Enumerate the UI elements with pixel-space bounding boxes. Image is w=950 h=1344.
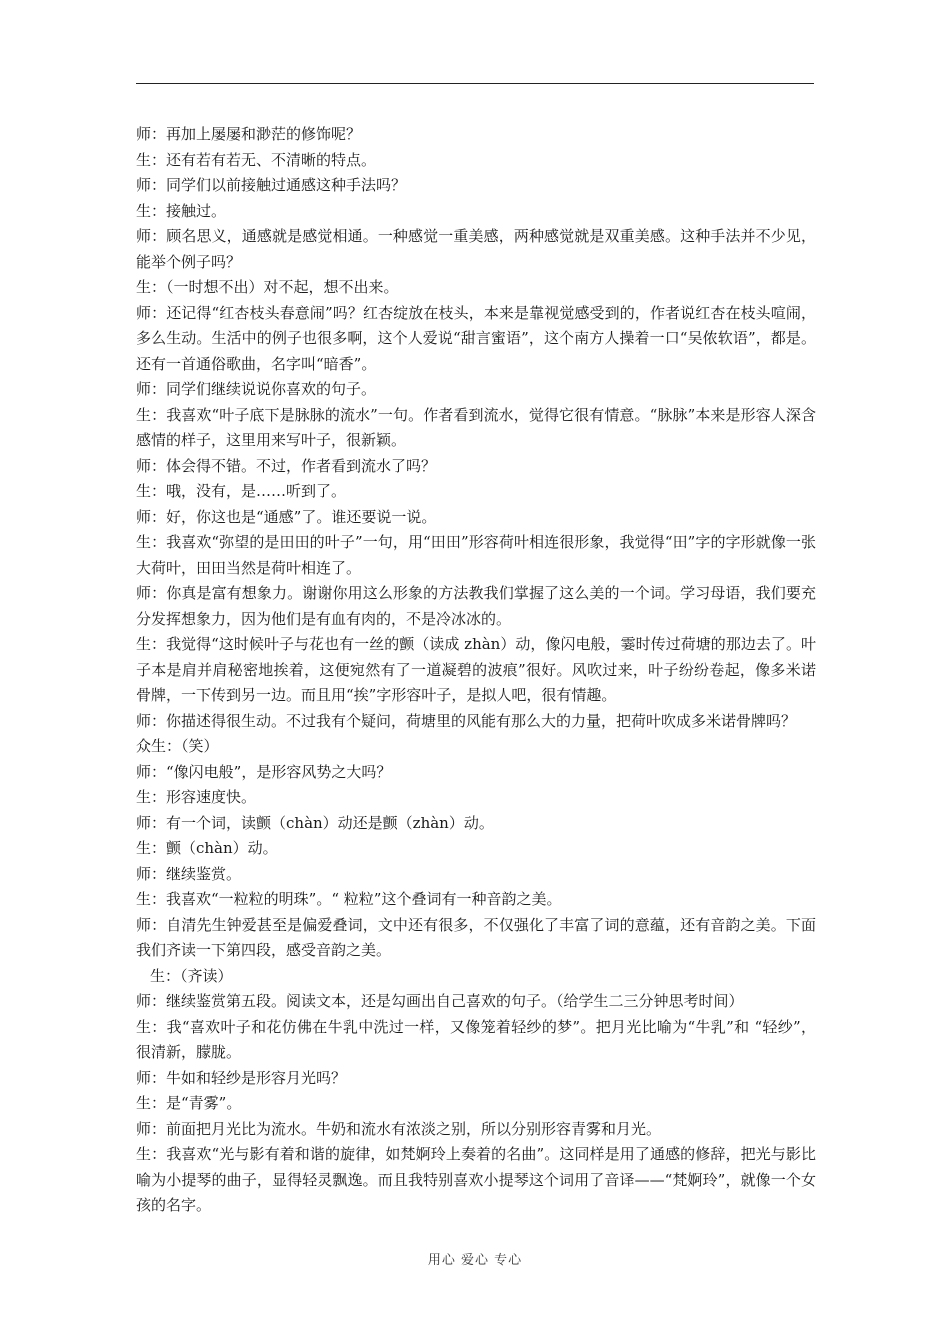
dialogue-line: 生：形容速度快。 [136, 788, 257, 806]
dialogue-line: 师：牛如和轻纱是形容月光吗？ [136, 1068, 347, 1087]
dialogue-line: 师：体会得不错。不过，作者看到流水了吗？ [136, 456, 437, 475]
dialogue-line: 生：颤（chàn）动。 [136, 839, 278, 857]
dialogue-line: 师：好，你这也是“通感”了。谁还要说一说。 [136, 507, 437, 526]
dialogue-line: 生：还有若有若无、不清晰的特点。 [136, 150, 377, 169]
dialogue-line: 师：继续鉴赏第五段。阅读文本，还是勾画出自己喜欢的句子。（给学生二三分钟思考时间） [136, 992, 744, 1010]
dialogue-line: 师：同学们以前接触过通感这种手法吗？ [136, 176, 407, 194]
dialogue-line: 众生：（笑） [136, 737, 219, 755]
dialogue-line: 生：我喜欢“叶子底下是脉脉的流水”一句。作者看到流水，觉得它很有情意。“脉脉”本来是形容人深含感情的样子，这里用来写叶子，很新颖。 [136, 405, 816, 449]
dialogue-line: 师：“像闪电般”，是形容风势之大吗？ [136, 762, 392, 781]
dialogue-line: 师：继续鉴赏。 [136, 864, 242, 883]
dialogue-line: 师：顾名思义，通感就是感觉相通。一种感觉一重美感，两种感觉就是双重美感。这种手法并不少见，能举个例子吗？ [136, 227, 816, 271]
dialogue-line: 师：前面把月光比为流水。牛奶和流水有浓淡之别，所以分别形容青雾和月光。 [136, 1119, 662, 1138]
dialogue-line: 师：同学们继续说说你喜欢的句子。 [136, 380, 377, 398]
dialogue-line: 生：（一时想不出）对不起，想不出来。 [136, 278, 399, 296]
dialogue-line: 师：再加上屡屡和渺茫的修饰呢？ [136, 125, 362, 143]
header-rule [136, 83, 814, 84]
dialogue-line: 师：有一个词，读颤（chàn）动还是颤（zhàn）动。 [136, 813, 494, 832]
dialogue-line: 生：是“青雾”。 [136, 1094, 242, 1112]
dialogue-line: 生：哦，没有，是……听到了。 [136, 482, 347, 500]
dialogue-line: 生：我“喜欢叶子和花仿佛在牛乳中洗过一样，又像笼着轻纱的梦”。把月光比喻为“牛乳”和 “轻纱”，很清新，朦胧。 [136, 1017, 816, 1061]
dialogue-line: 生：接触过。 [136, 201, 227, 220]
dialogue-line: 师：还记得“红杏枝头春意闹”吗？红杏绽放在枝头，本来是靠视觉感受到的，作者说红杏在枝头喧闹，多么生动。生活中的例子也很多啊，这个人爱说“甜言蜜语”，这个南方人操着一口“吴侬软语”，都是。还有一首通俗歌曲，名字叫“暗香”。 [136, 303, 816, 373]
dialogue-line: 生：我喜欢“弥望的是田田的叶子”一句，用“田田”形容荷叶相连很形象，我觉得“田”字的字形就像一张大荷叶，田田当然是荷叶相连了。 [136, 533, 816, 577]
page-footer: 用心 爱心 专心 [427, 1253, 523, 1268]
dialogue-line: 生：我喜欢“一粒粒的明珠”。“ 粒粒”这个叠词有一种音韵之美。 [136, 890, 562, 908]
dialogue-line: 师：你描述得很生动。不过我有个疑问，荷塘里的风能有那么大的力量，把荷叶吹成多米诺骨牌吗？ [136, 711, 797, 730]
dialogue-line: 生：（齐读） [150, 966, 233, 985]
dialogue-line: 生：我喜欢“光与影有着和谐的旋律，如梵婀玲上奏着的名曲”。这同样是用了通感的修辞，把光与影比喻为小提琴的曲子，显得轻灵飘逸。而且我特别喜欢小提琴这个词用了音译——“梵婀玲”，就像一个女孩的名字。 [136, 1145, 816, 1214]
dialogue-line: 师：你真是富有想象力。谢谢你用这么形象的方法教我们掌握了这么美的一个词。学习母语，我们要充分发挥想象力，因为他们是有血有肉的，不是冷冰冰的。 [136, 584, 816, 628]
dialogue-line: 生：我觉得“这时候叶子与花也有一丝的颤（读成 zhàn）动，像闪电般，霎时传过荷塘的那边去了。叶子本是肩并肩秘密地挨着，这便宛然有了一道凝碧的波痕”很好。风吹过来，叶子纷纷卷起，像多米诺骨牌，一下传到另一边。而且用“挨”字形容叶子，是拟人吧，很有情趣。 [136, 635, 816, 704]
dialogue-line: 师：自清先生钟爱甚至是偏爱叠词，文中还有很多，不仅强化了丰富了词的意蕴，还有音韵之美。下面我们齐读一下第四段，感受音韵之美。 [136, 915, 816, 959]
document-body [136, 122, 816, 1219]
